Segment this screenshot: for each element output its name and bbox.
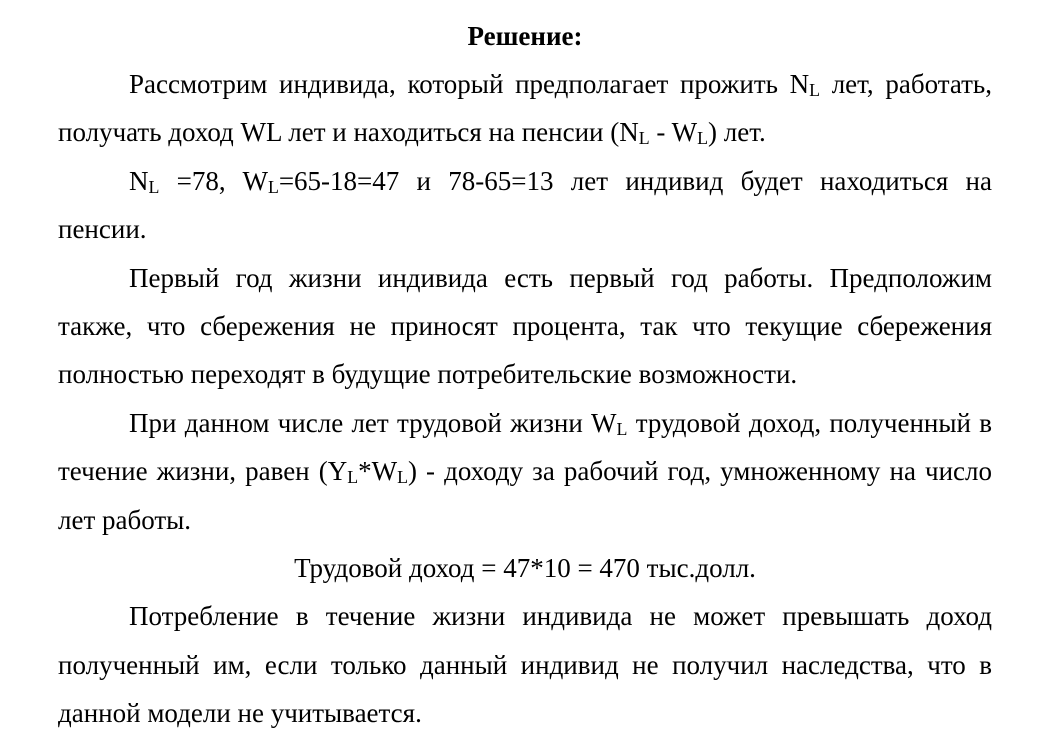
text-run: =65-18=47 и 78-65=13 лет индивид будет находиться на пенсии. [58,165,992,245]
text-run: ) - доходу за рабочий год, умноженному на число лет работы. [58,456,992,535]
subscript-l: L [697,128,709,149]
paragraph-individual-intro [58,60,992,157]
text-run: Рассмотрим индивида, который предполагает прожить N [129,69,810,99]
text-run: - W [649,117,698,148]
paragraph-values [58,157,992,254]
subscript-l: L [397,467,408,488]
paragraph-assumptions: Первый год жизни индивида есть первый год работы. Предположим также, что сбережения не приносят процента, так что текущие сбережения полностью переходят в будущие потребительские возможности. [58,262,992,390]
text-run: *W [358,456,398,487]
subscript-l: L [809,80,821,100]
formula-labor-income: Трудовой доход = 47*10 = 470 тыс.долл. [294,553,756,584]
subscript-l: L [347,467,359,488]
text-run: ) лет. [708,117,766,148]
subscript-l: L [267,176,279,197]
paragraph-labor-income [58,399,992,544]
subscript-l: L [616,418,628,439]
paragraph-consumption: Потребление в течение жизни индивида не может превышать доход полученный им, если только данный индивид не получил наследства, что в данной модели не учитывается. [58,601,992,729]
text-run: При данном числе лет трудовой жизни W [129,407,617,438]
text-run: =78, W [159,165,268,196]
subscript-l: L [148,176,160,197]
document-page [58,12,992,738]
solution-heading: Решение: [467,21,583,51]
text-run: трудовой доход, полученный в течение жизни, равен (Y [58,407,993,487]
text-run: лет, работать, получать доход WL лет и находиться на пенсии (N [58,69,992,148]
subscript-l: L [638,128,650,149]
text-run: N [129,165,149,196]
